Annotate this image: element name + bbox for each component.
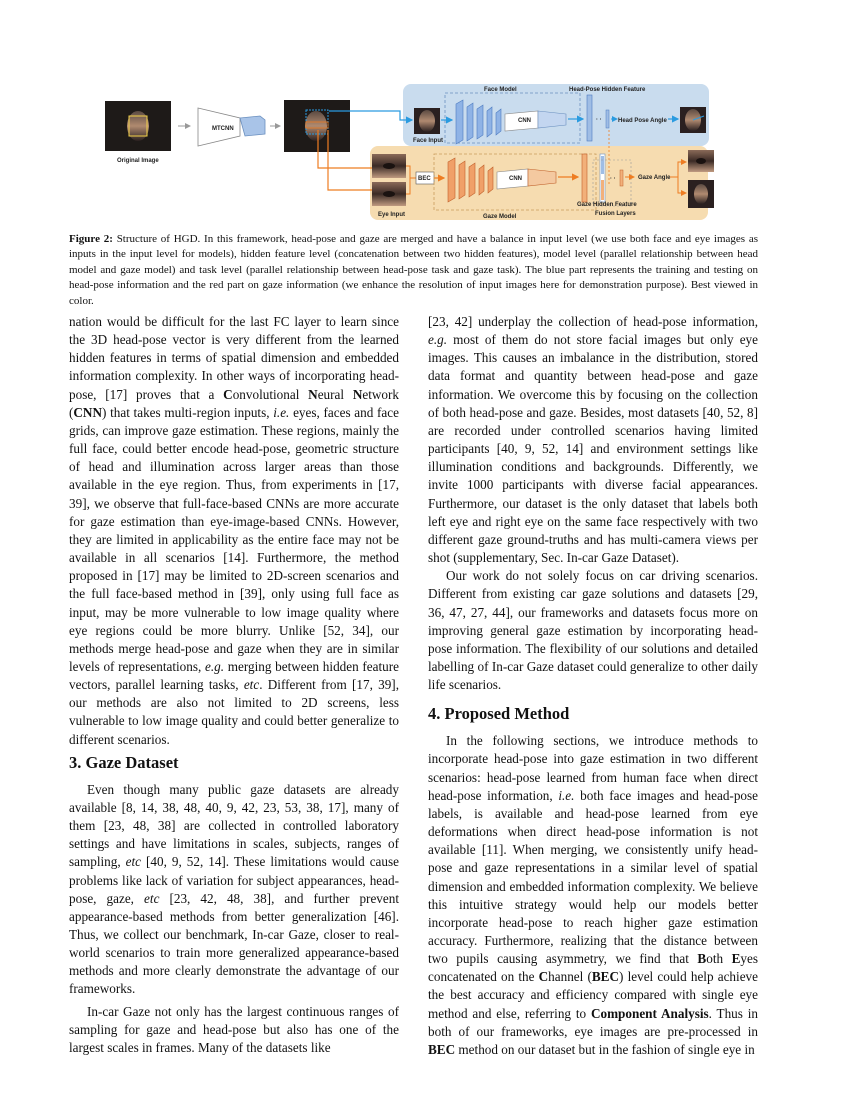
caption-label: Figure 2: [69,233,113,245]
hgd-diagram [100,80,750,222]
section-4-title: 4. Proposed Method [428,704,570,724]
gaze-feature-vector [582,154,587,202]
gaze-model-label: Gaze Model [483,214,517,220]
face-model-label: Face Model [484,87,517,93]
detected-face-image [284,100,350,152]
left-paragraph-1: nation would be difficult for the last FC layer to learn since the 3D head-pose vector is very different from the learned hidden features in terms of spatial dimension and embedded information complexity. In other ways of incorporating head-pose, [17] proves that a Convolutional Neural Network (CNN) that takes multi-region inputs, i.e. eyes, faces and face grids, can improve gaze estimation. These regions, mainly the full face, could better encode head-pose, geometric structure of head and illumination across larger areas than those available in the eye region. Thus, from experiments in [17, 39], we observe that full-face-based CNNs are more accurate for gaze estimation than eye-image-based CNNs. However, they are limited in applicability as the entire face may not be available in all scenarios [14]. Furthermore, the method proposed in [17] may be limited to 2D-screen scenarios and the full face-based method in [39], only using full face as input, may be more vulnerable to low image quality where eye regions could be more blurry. Unlike [52, 34], our methods merge head-pose and gaze when they are in similar levels of representations, e.g. merging between hidden feature vectors, parallel learning tasks, etc. Different from [17, 39], our methods are also not limited to 2D screens, less vulnerable to low image quality and could better generalize to different scenarios. [69,314,400,747]
head-pose-feature-vector [587,95,592,141]
left-paragraph-3: In-car Gaze not only has the largest continuous ranges of sampling for gaze and head-pose but also has one of the largest scales in frames. Many of the datasets like [69,1003,399,1055]
gaze-cnn-label: CNN [509,176,522,182]
svg-text:· ·: · · [610,176,616,182]
head-pose-output-image [680,107,706,133]
figure-caption [69,232,758,309]
head-pose-angle-label: Head Pose Angle [618,118,667,124]
gaze-hidden-feature-label: Gaze Hidden Feature [577,202,637,208]
fusion-layers-label: Fusion Layers [595,211,636,217]
face-input-image [414,108,440,134]
face-cnn-label: CNN [518,118,531,124]
bec-label: BEC [418,176,431,182]
head-pose-hidden-feature-label: Head-Pose Hidden Feature [569,87,646,93]
section-3-title: 3. Gaze Dataset [69,752,179,772]
face-input-label: Face Input [413,138,444,144]
original-image-label: Original Image [117,158,159,164]
figure-2 [100,80,750,222]
eye-input-label: Eye Input [378,212,406,218]
right-paragraph-3: In the following sections, we introduce methods to incorporate head-pose into gaze estimation in two different scenarios: head-pose learned from human face when direct head-pose information, i.e. both face images and head-pose labels, is available and head-pose learned from eye deformations when direct head-pose information is not available [11]. When merging, we consistently unify head-pose and gaze representations in a similar level of spatial dimension and embedded information complexity. We believe this intuitive strategy would help our models better incorporate head-pose to reach higher gaze estimation accuracy. Furthermore, realizing that the distance between two pupils causing asymmetry, we find that Both Eyes concatenated on the Channel (BEC) level could help achieve the best accuracy and efficiency compared with single eye method and else, referring to Component Analysis. Thus in both of our frameworks, eye images are pre-processed in BEC method on our dataset but in the fashion of single eye in [428,733,758,1057]
svg-text:· ·: · · [596,117,602,123]
left-paragraph-2: Even though many public gaze datasets are already available [8, 14, 38, 48, 40, 9, 42, 23, 53, 38, 17], many of them [23, 48, 38] are collected in controlled laboratory settings and have limitations in scales, subjects, ranges of sampling, etc [40, 9, 52, 14]. These limitations would cause problems like lack of variation for subject appearances, head-pose, gaze, etc [23, 42, 48, 38], and further prevent appearance-based methods from better generalization [46]. Thus, we collect our benchmark, In-car Gaze, closer to real-world scenarios to train more generalized appearance-based methods and more clearly demonstrate the advantage of our frameworks. [69,781,400,997]
left-column [69,313,399,1057]
original-image [105,101,171,151]
mtcnn-label: MTCNN [212,126,234,132]
right-paragraph-2: Our work do not solely focus on car driving scenarios. Different from existing car gaze solutions and datasets [29, 36, 47, 27, 44], our frameworks and datasets focus more on improving general gaze estimation by incorporating head-pose information. The flexibility of our solutions and detailed labelling of In-car Gaze dataset could generalize to other daily life scenarios. [428,568,758,693]
caption-text: Structure of HGD. In this framework, head-pose and gaze are merged and have a balance in input level (we use both face and eye images as inputs in the input level for models), hidden feature level (concatenation between two hidden features), model level (parallel relationship between head model and gaze model) and task level (parallel relationship between head-pose task and gaze task). The blue part represents the training and testing on head-pose information and the red part on gaze information (we enhance the resolution of input images here for demonstration purpose). Best viewed in color. [69,233,759,307]
right-column [428,313,758,1059]
right-paragraph-1: [23, 42] underplay the collection of head-pose information, e.g. most of them do not store facial images but only eye images. This causes an imbalance in the distribution, stored data format and quantity between head-pose and gaze information. We overcome this by focusing on the collection of both head-pose and gaze. Besides, most datasets [40, 52, 8] are recorded under controlled scenarios having limited participants [40, 9, 52, 14] and environment settings like illumination conditions and backgrounds. Differently, we invite 1000 participants with diverse facial appearances. Furthermore, our dataset is the only dataset that labels both left eye and right eye on the same face respectively with two different gaze ground-truths and has multi-camera views per shot (supplementary, Sec. In-car Gaze Dataset). [428,314,758,566]
gaze-angle-label: Gaze Angle [638,175,671,181]
